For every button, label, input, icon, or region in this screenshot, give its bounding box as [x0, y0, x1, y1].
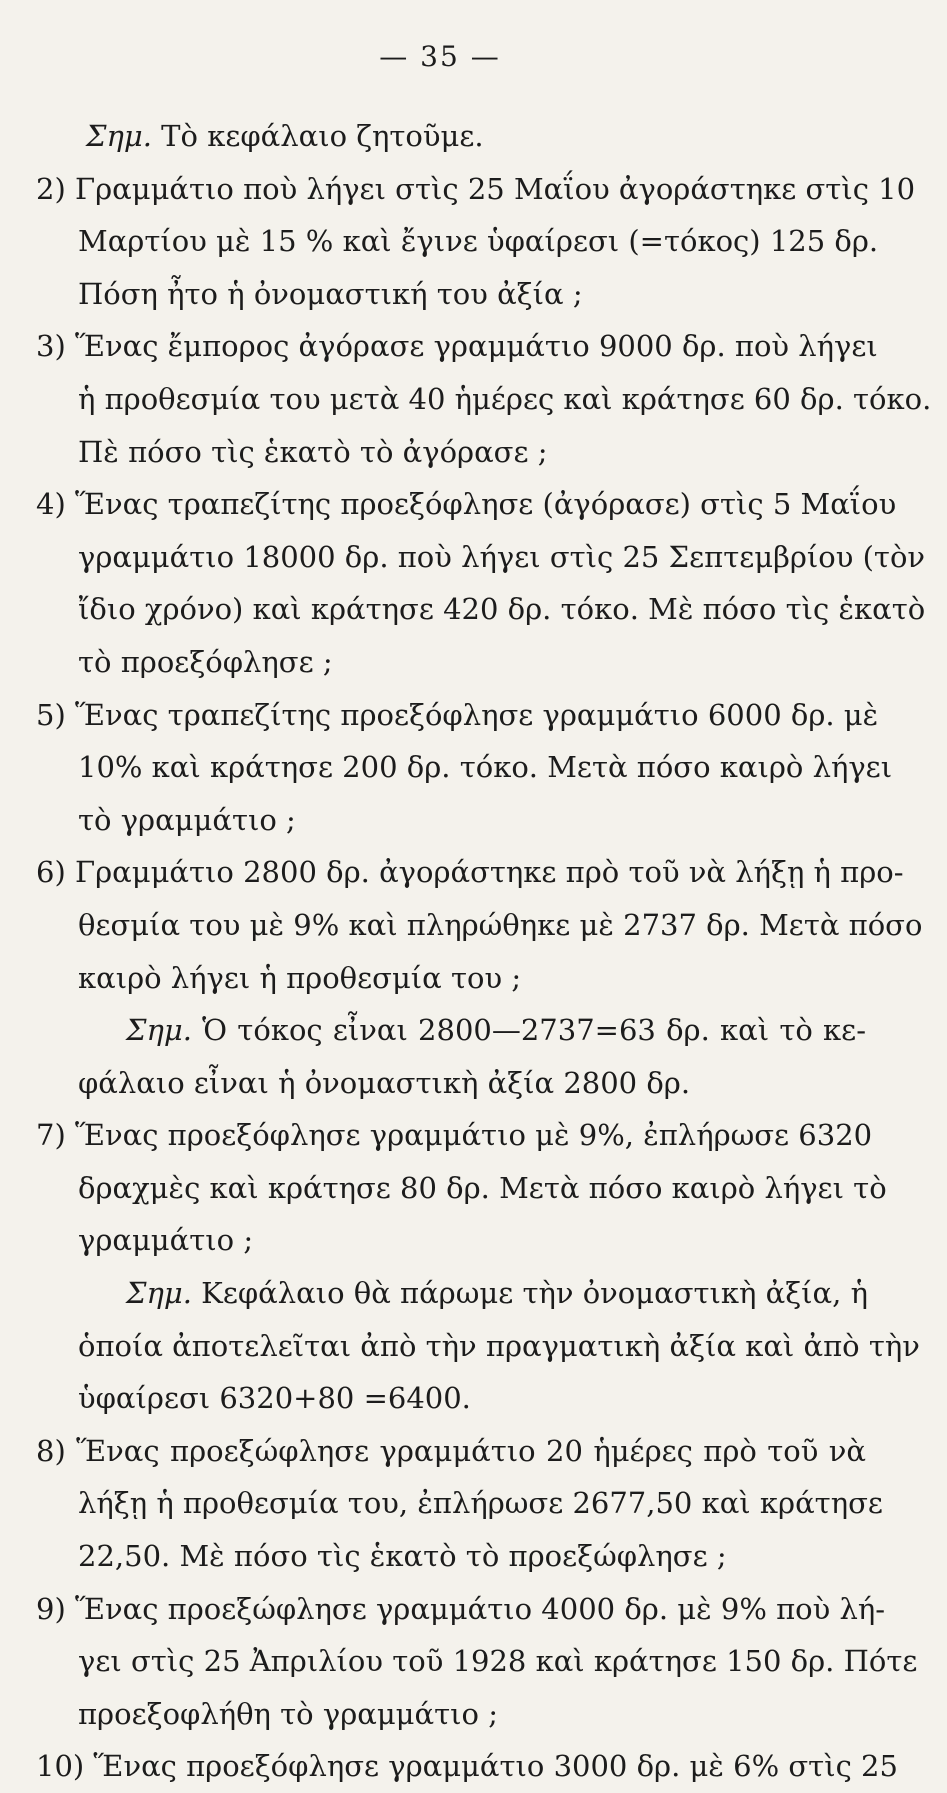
text-line [36, 1214, 866, 1267]
text-line [36, 689, 879, 742]
line-text: Ἕνας προεξόφλησε γραμμάτιο 3000 δρ. μὲ 6% στὶς 25 [84, 1749, 898, 1784]
line-text: Ἕνας ἔμπορος ἀγόρασε γραμμάτιο 9000 δρ. ποὺ λήγει [65, 329, 878, 364]
text-line [36, 741, 893, 794]
line-text: ἡ προθεσμία του μετὰ 40 ἡμέρες καὶ κράτησε 60 δρ. τόκο. [78, 381, 932, 416]
exercise-number: 7) [36, 1118, 66, 1153]
line-text: γει στὶς 25 Ἀπριλίου τοῦ 1928 καὶ κράτησε 150 δρ. Πότε [78, 1644, 918, 1679]
text-line [36, 1057, 866, 1110]
line-text: Κεφάλαιο θὰ πάρωμε τὴν ὀνομαστικὴ ἀξία, ἡ [191, 1276, 868, 1311]
exercise-number: 5) [36, 697, 66, 732]
text-line [36, 215, 879, 268]
line-text: φάλαιο εἶναι ἡ ὀνομαστικὴ ἀξία 2800 δρ. [78, 1065, 691, 1100]
text-line [36, 1372, 866, 1425]
text-line [36, 426, 866, 479]
page-text [36, 110, 932, 1793]
text-line [36, 1004, 866, 1057]
text-line [36, 1425, 866, 1478]
text-line [36, 899, 923, 952]
text-line [36, 1109, 873, 1162]
text-line [36, 1267, 866, 1320]
text-line [36, 1320, 920, 1373]
page-number: — 35 — [379, 40, 501, 73]
line-text: θεσμία του μὲ 9% καὶ πληρώθηκε μὲ 2737 δρ. Μετὰ πόσο [78, 907, 923, 942]
text-line [36, 110, 866, 163]
line-text: ὑφαίρεσι 6320+80 =6400. [78, 1381, 471, 1416]
line-text: Πὲ πόσο τὶς ἑκατὸ τὸ ἀγόρασε ; [78, 434, 548, 469]
text-line [36, 478, 897, 531]
note-label: Σημ. [126, 1276, 192, 1311]
text-line [36, 1162, 887, 1215]
text-line [36, 320, 878, 373]
text-line [36, 952, 866, 1005]
line-text: ὁποία ἀποτελεῖται ἀπὸ τὴν πραγματικὴ ἀξία καὶ ἀπὸ τὴν [78, 1328, 920, 1363]
line-text: λήξῃ ἡ προθεσμία του, ἐπλήρωσε 2677,50 καὶ κράτησε [78, 1486, 883, 1521]
line-text: Ἕνας προεξώφλησε γραμμάτιο 4000 δρ. μὲ 9% ποὺ λή- [65, 1591, 886, 1626]
text-line [36, 373, 932, 426]
line-text: Ὁ τόκος εἶναι 2800—2737=63 δρ. καὶ τὸ κε- [191, 1013, 866, 1048]
text-line [36, 1740, 898, 1793]
exercise-number: 6) [36, 855, 66, 890]
line-text: 22,50. Μὲ πόσο τὶς ἑκατὸ τὸ προεξώφλησε ; [78, 1539, 727, 1574]
text-line [36, 1635, 918, 1688]
note-label: Σημ. [86, 119, 152, 153]
line-text: καιρὸ λήγει ἡ προθεσμία του ; [78, 960, 522, 995]
exercise-number: 9) [36, 1591, 66, 1626]
line-text: Ἕνας τραπεζίτης προεξόφλησε (ἀγόρασε) στὶς 5 Μαΐου [65, 487, 897, 522]
line-text: Πόση ἦτο ἡ ὀνομαστική του ἀξία ; [78, 276, 583, 311]
text-line [36, 794, 866, 847]
exercise-number: 3) [36, 329, 66, 364]
text-line [36, 1530, 866, 1583]
line-text: τὸ γραμμάτιο ; [78, 802, 296, 837]
text-line [36, 1583, 886, 1636]
note-label: Σημ. [126, 1013, 192, 1048]
line-text: Ἕνας τραπεζίτης προεξόφλησε γραμμάτιο 6000 δρ. μὲ [65, 697, 879, 732]
line-text: Μαρτίου μὲ 15 % καὶ ἔγινε ὑφαίρεσι (=τόκος) 125 δρ. [78, 224, 879, 259]
text-line [36, 846, 904, 899]
text-line [36, 163, 916, 216]
line-text: γραμμάτιο 18000 δρ. ποὺ λήγει στὶς 25 Σεπτεμβρίου (τὸν [78, 539, 926, 574]
exercise-number: 10) [36, 1749, 85, 1784]
line-text: προεξοφλήθη τὸ γραμμάτιο ; [78, 1696, 498, 1731]
text-line [36, 583, 926, 636]
line-text: δραχμὲς καὶ κράτησε 80 δρ. Μετὰ πόσο καιρὸ λήγει τὸ [78, 1170, 887, 1205]
line-text: Γραμμάτιο 2800 δρ. ἀγοράστηκε πρὸ τοῦ νὰ λήξῃ ἡ προ- [65, 855, 904, 890]
line-text: γραμμάτιο ; [78, 1223, 254, 1258]
text-line [36, 268, 866, 321]
text-line [36, 1688, 866, 1741]
line-text: Ἕνας προεξόφλησε γραμμάτιο μὲ 9%, ἐπλήρωσε 6320 [65, 1118, 873, 1153]
text-line [36, 531, 926, 584]
exercise-number: 8) [36, 1433, 66, 1468]
text-line [36, 636, 866, 689]
line-text: 10% καὶ κράτησε 200 δρ. τόκο. Μετὰ πόσο καιρὸ λήγει [78, 750, 893, 785]
exercise-number: 4) [36, 487, 66, 522]
line-text: τὸ προεξόφλησε ; [78, 644, 333, 679]
line-text: Τὸ κεφάλαιο ζητοῦμε. [151, 119, 484, 153]
exercise-number: 2) [36, 171, 66, 206]
line-text: Γραμμάτιο ποὺ λήγει στὶς 25 Μαΐου ἀγοράστηκε στὶς 10 [65, 171, 916, 206]
line-text: ἴδιο χρόνο) καὶ κράτησε 420 δρ. τόκο. Μὲ πόσο τὶς ἑκατὸ [78, 592, 926, 627]
line-text: Ἕνας προεξώφλησε γραμμάτιο 20 ἡμέρες πρὸ τοῦ νὰ [65, 1433, 866, 1468]
text-line [36, 1477, 883, 1530]
